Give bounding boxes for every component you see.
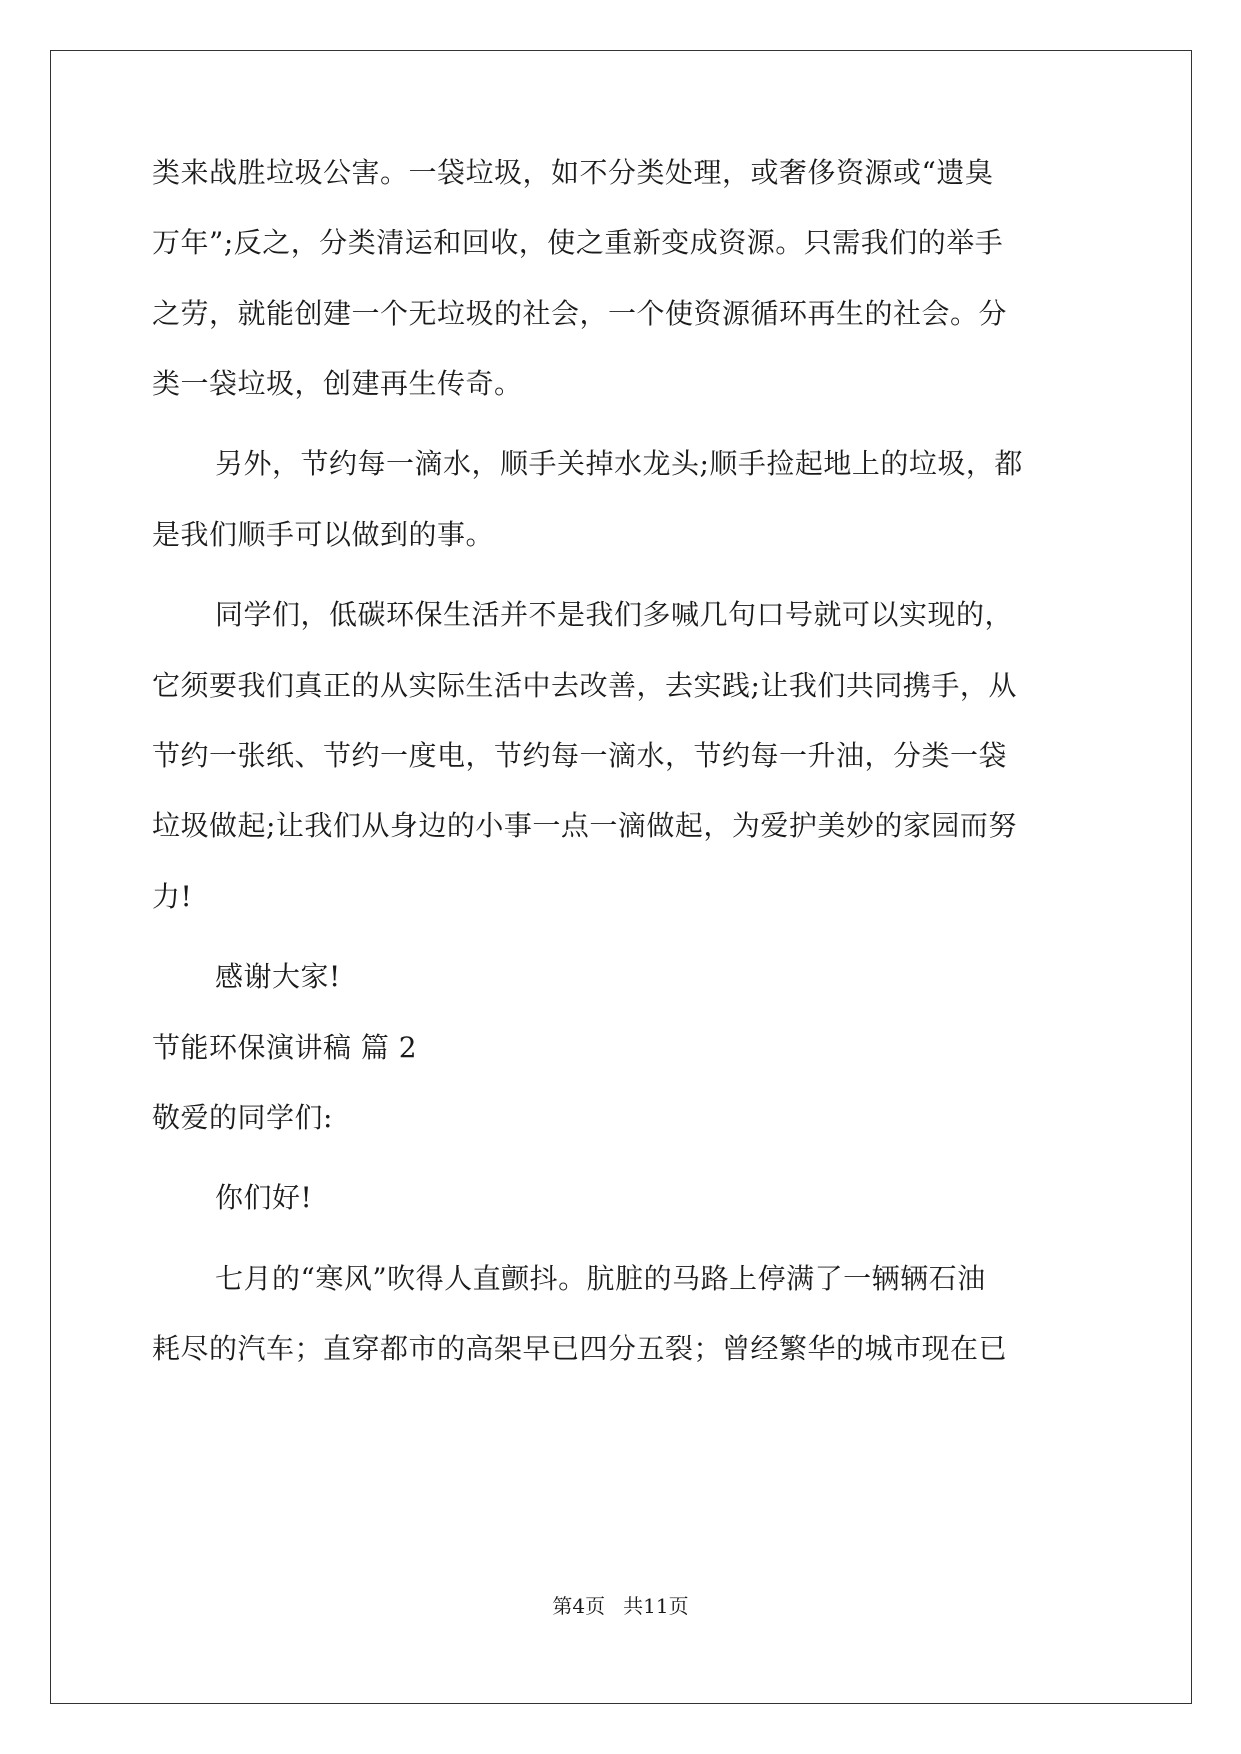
paragraph-line: 类一袋垃圾，创建再生传奇。 bbox=[152, 367, 523, 400]
salutation: 敬爱的同学们: bbox=[152, 1101, 333, 1134]
paragraph-line: 是我们顺手可以做到的事。 bbox=[152, 518, 495, 551]
paragraph-line: 类来战胜垃圾公害。一袋垃圾，如不分类处理，或奢侈资源或“遗臭 bbox=[152, 156, 994, 189]
paragraph-line: 另外，节约每一滴水，顺手关掉水龙头;顺手捡起地上的垃圾，都 bbox=[215, 447, 1023, 480]
closing-line: 感谢大家! bbox=[215, 960, 341, 993]
paragraph-line: 垃圾做起;让我们从身边的小事一点一滴做起，为爱护美妙的家园而努 bbox=[152, 809, 1017, 842]
paragraph-line: 它须要我们真正的从实际生活中去改善，去实践;让我们共同携手，从 bbox=[152, 669, 1017, 702]
paragraph-line: 同学们，低碳环保生活并不是我们多喊几句口号就可以实现的， bbox=[215, 598, 1014, 631]
paragraph-line: 万年”;反之，分类清运和回收，使之重新变成资源。只需我们的举手 bbox=[152, 226, 1004, 259]
section-heading: 节能环保演讲稿 篇 2 bbox=[152, 1031, 418, 1064]
paragraph-line: 力! bbox=[152, 880, 193, 913]
greeting: 你们好! bbox=[215, 1181, 313, 1214]
paragraph-line: 耗尽的汽车；直穿都市的高架早已四分五裂；曾经繁华的城市现在已 bbox=[152, 1332, 1008, 1365]
page-footer bbox=[0, 1592, 1241, 1620]
page-number-current: 第4页 bbox=[552, 1594, 606, 1618]
paragraph-line: 节约一张纸、节约一度电，节约每一滴水，节约每一升油，分类一袋 bbox=[152, 739, 1008, 772]
paragraph-line: 之劳，就能创建一个无垃圾的社会，一个使资源循环再生的社会。分 bbox=[152, 297, 1008, 330]
page-number-total: 共11页 bbox=[623, 1594, 689, 1618]
paragraph-line: 七月的“寒风”吹得人直颤抖。肮脏的马路上停满了一辆辆石油 bbox=[215, 1262, 986, 1295]
